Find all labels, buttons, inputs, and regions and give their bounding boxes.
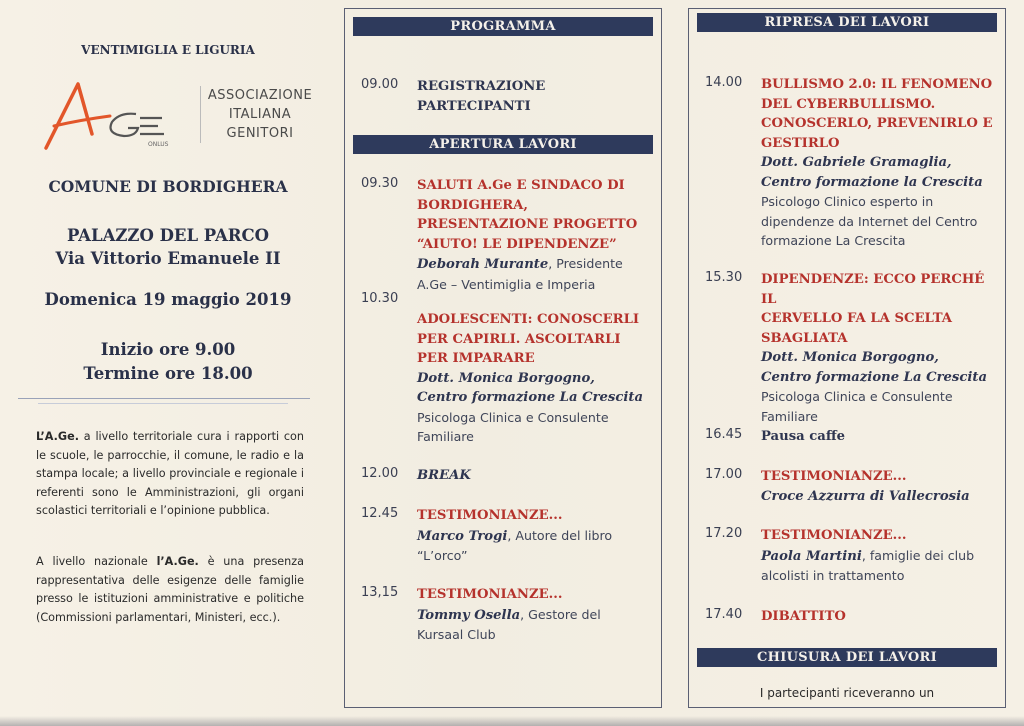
entry-title: ADOLESCENTI: CONOSCERLI — [417, 312, 640, 327]
entry-title: DIBATTITO — [761, 609, 846, 624]
speaker-role: , Gestore del — [520, 606, 601, 622]
entry-title: SBAGLIATA — [761, 330, 848, 346]
entry-body — [761, 467, 997, 506]
entry-body — [417, 466, 653, 486]
entry-speaker: Centro formazione la Crescita — [761, 174, 983, 190]
venue-name: PALAZZO DEL PARCO — [66, 226, 270, 245]
entry-speaker: Dott. Gabriele Gramaglia, — [761, 155, 952, 170]
speaker-role: , Presidente — [548, 256, 623, 271]
closing-note: I partecipanti riceveranno un — [759, 686, 935, 700]
entry-title: BREAK — [417, 468, 471, 483]
entry-title: REGISTRAZIONE — [417, 79, 546, 94]
entry-time: 09.00 — [361, 77, 399, 92]
entry-title: PER IMPARARE — [417, 351, 535, 366]
page-edge-shadow — [0, 716, 1024, 726]
entry-time: 12.45 — [361, 506, 399, 521]
section-header-programma: PROGRAMMA — [353, 17, 653, 36]
resume-panel — [688, 8, 1006, 708]
event-times — [18, 338, 318, 386]
logo-wordmark — [200, 86, 315, 143]
entry-speaker: Centro formazione La Crescita — [417, 390, 644, 405]
entry-desc: A.Ge – Ventimiglia e Imperia — [417, 276, 596, 292]
para-bold: L’A.Ge. — [36, 430, 79, 443]
entry-title: TESTIMONIANZE... — [417, 508, 563, 523]
entry-desc: Familiare — [761, 408, 818, 424]
entry-body — [761, 526, 997, 586]
divider — [38, 403, 288, 404]
section-header-ripresa: RIPRESA DEI LAVORI — [697, 13, 997, 32]
entry-speaker: Dott. Monica Borgogno, — [761, 350, 939, 365]
entry-speaker — [417, 526, 653, 547]
speaker-name: Marco Trogi — [417, 528, 508, 544]
para-text: è una presenza rappresentativa delle esigenze delle famiglie presso le istituzioni amministrative e politiche (Commissioni parlamentari, Ministeri, ecc.). — [36, 555, 304, 624]
entry-title: TESTIMONIANZE... — [761, 469, 907, 484]
entry-time: 16.45 — [705, 427, 743, 442]
entry-body — [417, 176, 653, 294]
left-panel — [18, 0, 318, 726]
age-logo-mark-icon — [40, 78, 190, 158]
entry-speaker — [761, 546, 997, 567]
entry-title: GESTIRLO — [761, 135, 840, 151]
entry-title: DIPENDENZE: ECCO PERCHÉ IL — [761, 272, 985, 307]
entry-desc: Psicologo Clinico esperto in — [761, 194, 934, 209]
entry-time: 10.30 — [361, 291, 399, 306]
entry-desc: Familiare — [417, 429, 474, 444]
entry-time: 17.00 — [705, 467, 743, 482]
entry-desc: Psicologa Clinica e Consulente — [417, 409, 609, 425]
entry-speaker: Centro formazione La Crescita — [761, 369, 988, 385]
entry-title: BORDIGHERA, — [417, 197, 528, 213]
entry-title: Pausa caffe — [761, 429, 846, 444]
entry-title: DEL CYBERBULLISMO. — [761, 96, 936, 112]
entry-desc: dipendenze da Internet del Centro — [761, 213, 978, 229]
entry-desc: “L’orco” — [417, 548, 468, 563]
entry-time: 14.00 — [705, 75, 743, 90]
entry-title: CERVELLO FA LA SCELTA — [761, 311, 953, 326]
section-header-chiusura: CHIUSURA DEI LAVORI — [697, 648, 997, 667]
start-time: Inizio ore 9.00 — [100, 340, 236, 359]
entry-speaker — [417, 254, 653, 275]
entry-speaker — [417, 605, 653, 626]
entry-title: “AIUTO! LE DIPENDENZE” — [417, 236, 617, 252]
entry-title: PRESENTAZIONE PROGETTO — [417, 217, 638, 232]
entry-speaker: Dott. Monica Borgogno, — [417, 370, 595, 386]
region-title: VENTIMIGLIA E LIGURIA — [81, 43, 255, 57]
para-bold: l’A.Ge. — [156, 555, 199, 568]
entry-time: 17.40 — [705, 607, 743, 622]
entry-body — [761, 270, 997, 426]
entry-title: SALUTI A.Ge E SINDACO DI — [417, 178, 625, 193]
entry-title: CONOSCERLO, PREVENIRLO E — [761, 116, 993, 131]
speaker-role: , famiglie dei club — [861, 547, 975, 563]
entry-title: TESTIMONIANZE... — [417, 587, 563, 602]
end-time: Termine ore 18.00 — [83, 364, 253, 383]
age-national-paragraph — [36, 553, 304, 627]
entry-body — [417, 77, 653, 116]
entry-title: BULLISMO 2.0: IL FENOMENO — [761, 77, 993, 92]
para-text: A livello nazionale — [36, 555, 157, 568]
speaker-name: Deborah Murante — [417, 257, 549, 272]
age-local-paragraph — [36, 428, 304, 521]
svg-text:ONLUS: ONLUS — [148, 141, 169, 148]
entry-speaker: Croce Azzurra di Vallecrosia — [761, 488, 970, 504]
comune-title: COMUNE DI BORDIGHERA — [48, 177, 288, 196]
logo-line: ASSOCIAZIONE — [207, 88, 313, 103]
entry-desc: Psicologa Clinica e Consulente — [761, 389, 953, 404]
entry-title: PER CAPIRLI. ASCOLTARLI — [417, 331, 621, 347]
speaker-name: Paola Martini — [761, 548, 862, 564]
logo-line: GENITORI — [226, 126, 294, 141]
venue-address: Via Vittorio Emanuele II — [55, 249, 281, 268]
venue-block — [18, 224, 318, 270]
speaker-role: , Autore del libro — [507, 527, 613, 543]
entry-desc: formazione La Crescita — [761, 233, 906, 248]
age-logo — [40, 78, 313, 158]
entry-body — [761, 607, 997, 627]
entry-title: PARTECIPANTI — [417, 98, 531, 114]
entry-title: TESTIMONIANZE... — [761, 528, 907, 543]
section-header-apertura: APERTURA LAVORI — [353, 135, 653, 154]
entry-desc: Kursaal Club — [417, 627, 496, 642]
speaker-name: Tommy Osella — [417, 607, 521, 623]
entry-desc: alcolisti in trattamento — [761, 568, 905, 583]
entry-time: 15.30 — [705, 270, 743, 285]
entry-body — [417, 506, 653, 566]
entry-body — [417, 585, 653, 645]
para-text: a livello territoriale cura i rapporti con le scuole, le parrocchie, il comune, le radio e la stampa locale; a livello provinciale e regionale i referenti sono le Amministrazioni, gli organi scolastici territoriali e l’opinione pubblica. — [36, 430, 304, 517]
entry-body — [417, 310, 653, 447]
entry-body — [761, 75, 997, 251]
event-date: Domenica 19 maggio 2019 — [44, 290, 292, 309]
entry-time: 13,15 — [361, 585, 399, 600]
entry-body — [761, 427, 997, 447]
program-panel — [344, 8, 662, 708]
divider — [18, 398, 310, 399]
entry-time: 09.30 — [361, 176, 399, 191]
entry-time: 12.00 — [361, 466, 399, 481]
logo-line: ITALIANA — [228, 107, 292, 122]
entry-time: 17.20 — [705, 526, 743, 541]
